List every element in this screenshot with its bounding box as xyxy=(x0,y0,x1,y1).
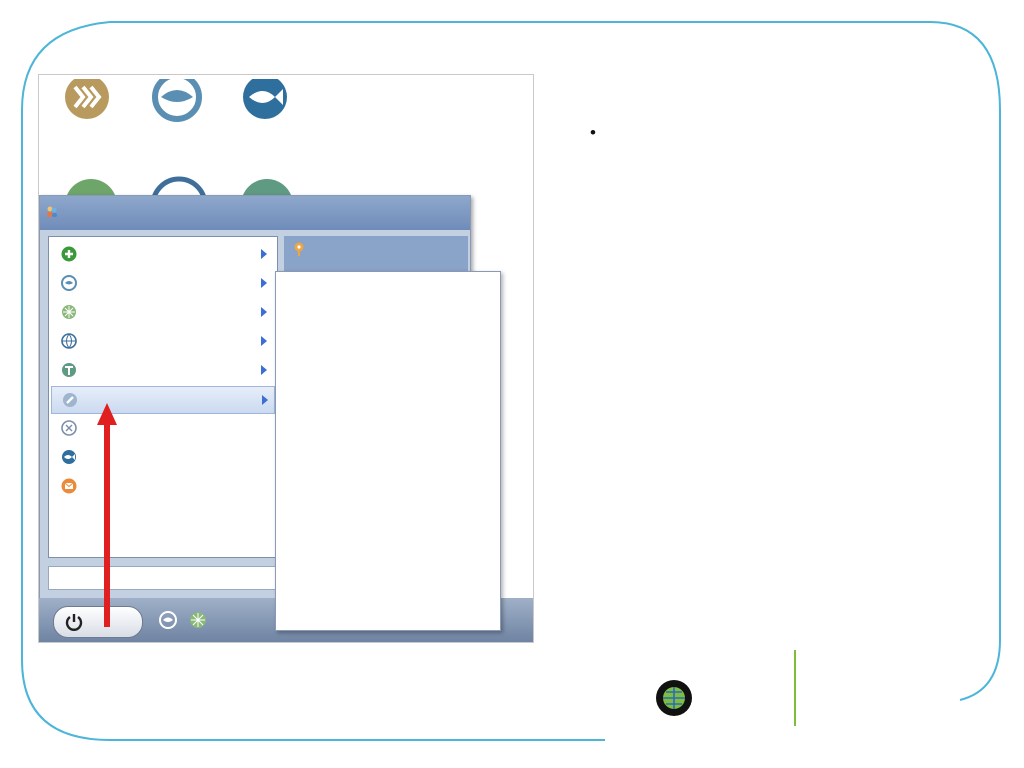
pending-transactions-icon xyxy=(57,79,117,123)
plus-icon xyxy=(61,246,77,262)
menu-item-taxonomy[interactable] xyxy=(51,299,273,325)
submenu-arrow-icon xyxy=(262,395,268,405)
app-screenshot xyxy=(38,74,534,643)
menu-item-accession[interactable] xyxy=(51,241,273,267)
animals-icon xyxy=(61,275,77,291)
menu-item-animals[interactable] xyxy=(51,270,273,296)
taxonomy-icon xyxy=(61,304,77,320)
collection-trips-icon xyxy=(235,79,295,123)
menu-item-post-office[interactable] xyxy=(51,473,273,499)
enclosure-icon xyxy=(61,362,77,378)
search-input[interactable] xyxy=(48,566,276,590)
reports-submenu xyxy=(275,271,501,631)
menu-item-enclosure[interactable] xyxy=(51,357,273,383)
animals-icon xyxy=(147,79,207,123)
submenu-arrow-icon xyxy=(261,336,267,346)
annotation-arrow xyxy=(97,401,117,631)
submenu-arrow-icon xyxy=(261,249,267,259)
key-icon xyxy=(292,242,306,256)
submenu-arrow-icon xyxy=(261,365,267,375)
taxonomy-icon[interactable] xyxy=(189,611,207,629)
logout-button[interactable] xyxy=(292,242,316,256)
logo-number xyxy=(652,675,694,723)
reports-icon xyxy=(62,392,78,408)
animals-icon[interactable] xyxy=(159,611,177,629)
desktop-icon-animals[interactable] xyxy=(137,79,217,131)
desktop-icon-collection-trips[interactable] xyxy=(225,79,305,131)
life-support-icon xyxy=(61,420,77,436)
species360-logo xyxy=(652,650,972,730)
mail-icon xyxy=(61,478,77,494)
logo-divider xyxy=(794,650,796,726)
start-menu-left-pane xyxy=(48,236,278,558)
start-menu-header xyxy=(40,196,470,230)
menu-item-institution[interactable] xyxy=(51,328,273,354)
menu-item-life-support[interactable] xyxy=(51,415,273,441)
institution-icon xyxy=(61,333,77,349)
menu-item-reports[interactable] xyxy=(51,386,275,414)
menu-item-collection-trips[interactable] xyxy=(51,444,273,470)
desktop-icon-pending-transactions[interactable] xyxy=(47,79,127,131)
globe-icon xyxy=(654,678,694,718)
submenu-arrow-icon xyxy=(261,307,267,317)
users-icon xyxy=(46,206,58,218)
submenu-arrow-icon xyxy=(261,278,267,288)
collection-trips-icon xyxy=(61,449,77,465)
power-icon xyxy=(64,612,84,632)
